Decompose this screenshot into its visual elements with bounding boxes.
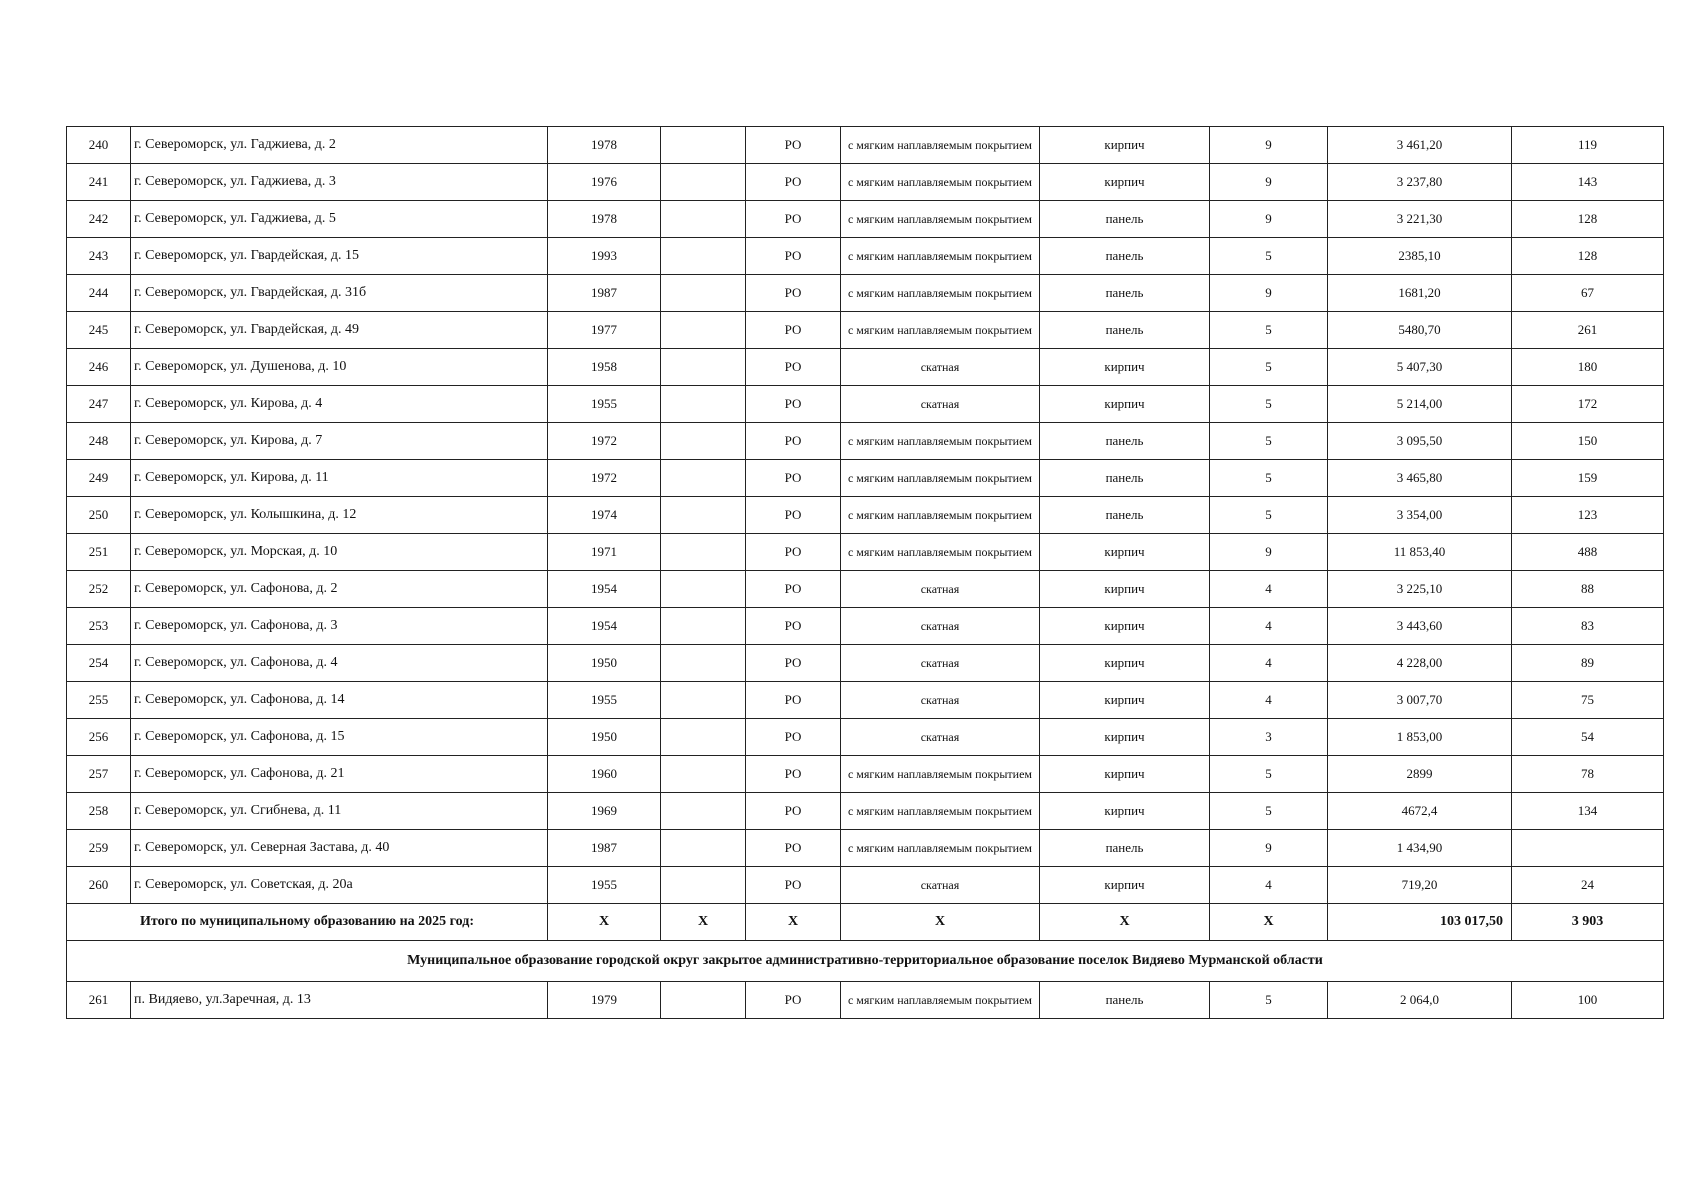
table-row — [67, 756, 1664, 793]
cell-number: 261 — [67, 982, 131, 1019]
cell-floors: 9 — [1210, 164, 1328, 201]
cell-floors: 5 — [1210, 497, 1328, 534]
cell-residents: 89 — [1512, 645, 1664, 682]
cell-wall-material: кирпич — [1040, 756, 1210, 793]
cell-blank — [661, 982, 746, 1019]
cell-year: 1972 — [548, 423, 661, 460]
cell-roof-type: скатная — [841, 608, 1040, 645]
cell-number: 259 — [67, 830, 131, 867]
cell-method: РО — [746, 682, 841, 719]
cell-address: г. Североморск, ул. Гвардейская, д. 15 — [131, 238, 548, 275]
cell-address: г. Североморск, ул. Сафонова, д. 4 — [131, 645, 548, 682]
cell-floors: 4 — [1210, 571, 1328, 608]
cell-blank — [661, 127, 746, 164]
cell-year: 1954 — [548, 571, 661, 608]
cell-floors: 9 — [1210, 534, 1328, 571]
cell-roof-type: скатная — [841, 682, 1040, 719]
cell-method: РО — [746, 645, 841, 682]
cell-method: РО — [746, 238, 841, 275]
cell-area: 4 228,00 — [1328, 645, 1512, 682]
table-row — [67, 127, 1664, 164]
section-row — [67, 941, 1664, 982]
cell-number: 254 — [67, 645, 131, 682]
cell-area: 2 064,0 — [1328, 982, 1512, 1019]
cell-year: 1987 — [548, 830, 661, 867]
cell-floors: 5 — [1210, 349, 1328, 386]
cell-number: 251 — [67, 534, 131, 571]
cell-method: РО — [746, 497, 841, 534]
cell-area: 1681,20 — [1328, 275, 1512, 312]
cell-number: 253 — [67, 608, 131, 645]
cell-area: 3 461,20 — [1328, 127, 1512, 164]
cell-roof-type: с мягким наплавляемым покрытием — [841, 460, 1040, 497]
cell-wall-material: кирпич — [1040, 608, 1210, 645]
cell-residents: 75 — [1512, 682, 1664, 719]
total-roof: Х — [841, 904, 1040, 941]
cell-number: 258 — [67, 793, 131, 830]
table-row — [67, 534, 1664, 571]
cell-floors: 5 — [1210, 460, 1328, 497]
cell-year: 1977 — [548, 312, 661, 349]
cell-address: г. Североморск, ул. Сафонова, д. 14 — [131, 682, 548, 719]
cell-year: 1969 — [548, 793, 661, 830]
cell-residents: 134 — [1512, 793, 1664, 830]
total-year: Х — [548, 904, 661, 941]
cell-residents: 24 — [1512, 867, 1664, 904]
cell-blank — [661, 867, 746, 904]
cell-method: РО — [746, 460, 841, 497]
cell-area: 2899 — [1328, 756, 1512, 793]
cell-method: РО — [746, 275, 841, 312]
cell-roof-type: скатная — [841, 349, 1040, 386]
cell-address: г. Североморск, ул. Сафонова, д. 15 — [131, 719, 548, 756]
cell-blank — [661, 423, 746, 460]
cell-residents: 67 — [1512, 275, 1664, 312]
cell-blank — [661, 312, 746, 349]
cell-floors: 9 — [1210, 830, 1328, 867]
total-blank: Х — [661, 904, 746, 941]
cell-number: 241 — [67, 164, 131, 201]
table-row — [67, 645, 1664, 682]
table-row — [67, 275, 1664, 312]
table-row — [67, 830, 1664, 867]
cell-residents: 78 — [1512, 756, 1664, 793]
cell-roof-type: с мягким наплавляемым покрытием — [841, 312, 1040, 349]
cell-address: г. Североморск, ул. Гвардейская, д. 31б — [131, 275, 548, 312]
cell-wall-material: панель — [1040, 238, 1210, 275]
cell-area: 5 214,00 — [1328, 386, 1512, 423]
cell-address: г. Североморск, ул. Кирова, д. 7 — [131, 423, 548, 460]
cell-number: 242 — [67, 201, 131, 238]
cell-roof-type: с мягким наплавляемым покрытием — [841, 164, 1040, 201]
cell-number: 252 — [67, 571, 131, 608]
cell-number: 260 — [67, 867, 131, 904]
cell-method: РО — [746, 127, 841, 164]
cell-method: РО — [746, 349, 841, 386]
cell-wall-material: панель — [1040, 982, 1210, 1019]
cell-residents: 261 — [1512, 312, 1664, 349]
cell-method: РО — [746, 534, 841, 571]
table-body — [67, 127, 1664, 1019]
cell-floors: 5 — [1210, 238, 1328, 275]
cell-year: 1950 — [548, 719, 661, 756]
cell-residents: 54 — [1512, 719, 1664, 756]
cell-roof-type: с мягким наплавляемым покрытием — [841, 497, 1040, 534]
cell-area: 1 853,00 — [1328, 719, 1512, 756]
cell-year: 1971 — [548, 534, 661, 571]
cell-wall-material: кирпич — [1040, 645, 1210, 682]
cell-address: г. Североморск, ул. Сгибнева, д. 11 — [131, 793, 548, 830]
table-row — [67, 571, 1664, 608]
cell-roof-type: с мягким наплавляемым покрытием — [841, 201, 1040, 238]
cell-residents: 100 — [1512, 982, 1664, 1019]
table-row — [67, 982, 1664, 1019]
cell-year: 1972 — [548, 460, 661, 497]
cell-roof-type: с мягким наплавляемым покрытием — [841, 423, 1040, 460]
cell-number: 250 — [67, 497, 131, 534]
cell-area: 3 225,10 — [1328, 571, 1512, 608]
cell-residents: 128 — [1512, 201, 1664, 238]
cell-wall-material: кирпич — [1040, 571, 1210, 608]
cell-number: 247 — [67, 386, 131, 423]
cell-floors: 4 — [1210, 608, 1328, 645]
cell-address: г. Североморск, ул. Сафонова, д. 3 — [131, 608, 548, 645]
cell-blank — [661, 386, 746, 423]
table-row — [67, 793, 1664, 830]
cell-blank — [661, 534, 746, 571]
cell-roof-type: с мягким наплавляемым покрытием — [841, 275, 1040, 312]
cell-blank — [661, 238, 746, 275]
cell-area: 3 354,00 — [1328, 497, 1512, 534]
cell-address: г. Североморск, ул. Гаджиева, д. 2 — [131, 127, 548, 164]
cell-method: РО — [746, 571, 841, 608]
cell-year: 1987 — [548, 275, 661, 312]
cell-address: г. Североморск, ул. Советская, д. 20а — [131, 867, 548, 904]
cell-address: п. Видяево, ул.Заречная, д. 13 — [131, 982, 548, 1019]
cell-area: 3 095,50 — [1328, 423, 1512, 460]
cell-floors: 9 — [1210, 127, 1328, 164]
table-row — [67, 867, 1664, 904]
table-row — [67, 719, 1664, 756]
housing-table — [66, 126, 1664, 1019]
cell-number: 244 — [67, 275, 131, 312]
cell-roof-type: с мягким наплавляемым покрытием — [841, 238, 1040, 275]
cell-area: 4672,4 — [1328, 793, 1512, 830]
table-row — [67, 682, 1664, 719]
cell-floors: 5 — [1210, 982, 1328, 1019]
cell-blank — [661, 719, 746, 756]
cell-blank — [661, 571, 746, 608]
cell-method: РО — [746, 982, 841, 1019]
cell-residents: 143 — [1512, 164, 1664, 201]
cell-residents: 123 — [1512, 497, 1664, 534]
table-row — [67, 238, 1664, 275]
cell-blank — [661, 349, 746, 386]
cell-address: г. Североморск, ул. Гвардейская, д. 49 — [131, 312, 548, 349]
cell-floors: 3 — [1210, 719, 1328, 756]
table-row — [67, 201, 1664, 238]
cell-wall-material: кирпич — [1040, 793, 1210, 830]
total-area: 103 017,50 — [1328, 904, 1512, 941]
total-wall: Х — [1040, 904, 1210, 941]
section-title: Муниципальное образование городской округ закрытое административно-территориальное образование поселок Видяево Мурманской области — [67, 941, 1664, 982]
cell-year: 1955 — [548, 386, 661, 423]
cell-residents: 488 — [1512, 534, 1664, 571]
cell-roof-type: с мягким наплавляемым покрытием — [841, 830, 1040, 867]
cell-year: 1955 — [548, 867, 661, 904]
cell-residents — [1512, 830, 1664, 867]
cell-roof-type: скатная — [841, 867, 1040, 904]
cell-wall-material: кирпич — [1040, 164, 1210, 201]
cell-wall-material: кирпич — [1040, 867, 1210, 904]
cell-number: 249 — [67, 460, 131, 497]
cell-year: 1974 — [548, 497, 661, 534]
cell-roof-type: скатная — [841, 645, 1040, 682]
cell-roof-type: с мягким наплавляемым покрытием — [841, 534, 1040, 571]
table-row — [67, 460, 1664, 497]
cell-blank — [661, 608, 746, 645]
cell-address: г. Североморск, ул. Сафонова, д. 21 — [131, 756, 548, 793]
cell-year: 1950 — [548, 645, 661, 682]
cell-address: г. Североморск, ул. Морская, д. 10 — [131, 534, 548, 571]
cell-area: 11 853,40 — [1328, 534, 1512, 571]
total-row — [67, 904, 1664, 941]
cell-number: 248 — [67, 423, 131, 460]
cell-area: 1 434,90 — [1328, 830, 1512, 867]
cell-blank — [661, 275, 746, 312]
cell-residents: 83 — [1512, 608, 1664, 645]
cell-method: РО — [746, 830, 841, 867]
cell-floors: 9 — [1210, 275, 1328, 312]
cell-roof-type: скатная — [841, 719, 1040, 756]
cell-floors: 5 — [1210, 423, 1328, 460]
table-row — [67, 608, 1664, 645]
cell-number: 243 — [67, 238, 131, 275]
cell-wall-material: кирпич — [1040, 386, 1210, 423]
cell-wall-material: панель — [1040, 423, 1210, 460]
cell-wall-material: кирпич — [1040, 534, 1210, 571]
cell-year: 1960 — [548, 756, 661, 793]
cell-wall-material: панель — [1040, 830, 1210, 867]
cell-address: г. Североморск, ул. Гаджиева, д. 3 — [131, 164, 548, 201]
cell-residents: 88 — [1512, 571, 1664, 608]
cell-year: 1958 — [548, 349, 661, 386]
cell-floors: 4 — [1210, 867, 1328, 904]
table-row — [67, 497, 1664, 534]
cell-area: 3 221,30 — [1328, 201, 1512, 238]
cell-wall-material: кирпич — [1040, 682, 1210, 719]
cell-address: г. Североморск, ул. Кирова, д. 11 — [131, 460, 548, 497]
cell-blank — [661, 164, 746, 201]
cell-wall-material: кирпич — [1040, 349, 1210, 386]
cell-area: 3 465,80 — [1328, 460, 1512, 497]
total-method: Х — [746, 904, 841, 941]
cell-method: РО — [746, 312, 841, 349]
cell-area: 5480,70 — [1328, 312, 1512, 349]
cell-roof-type: с мягким наплавляемым покрытием — [841, 793, 1040, 830]
total-label: Итого по муниципальному образованию на 2025 год: — [67, 904, 548, 941]
cell-year: 1978 — [548, 127, 661, 164]
total-people: 3 903 — [1512, 904, 1664, 941]
cell-floors: 5 — [1210, 756, 1328, 793]
cell-floors: 9 — [1210, 201, 1328, 238]
cell-method: РО — [746, 423, 841, 460]
cell-year: 1954 — [548, 608, 661, 645]
cell-roof-type: скатная — [841, 571, 1040, 608]
cell-floors: 5 — [1210, 386, 1328, 423]
cell-blank — [661, 497, 746, 534]
cell-method: РО — [746, 867, 841, 904]
cell-area: 5 407,30 — [1328, 349, 1512, 386]
cell-blank — [661, 460, 746, 497]
cell-wall-material: кирпич — [1040, 127, 1210, 164]
cell-area: 3 237,80 — [1328, 164, 1512, 201]
cell-method: РО — [746, 719, 841, 756]
total-floors: Х — [1210, 904, 1328, 941]
cell-address: г. Североморск, ул. Кирова, д. 4 — [131, 386, 548, 423]
cell-roof-type: с мягким наплавляемым покрытием — [841, 982, 1040, 1019]
cell-year: 1979 — [548, 982, 661, 1019]
cell-roof-type: скатная — [841, 386, 1040, 423]
cell-number: 246 — [67, 349, 131, 386]
cell-method: РО — [746, 164, 841, 201]
cell-blank — [661, 756, 746, 793]
cell-area: 3 007,70 — [1328, 682, 1512, 719]
cell-roof-type: с мягким наплавляемым покрытием — [841, 127, 1040, 164]
cell-wall-material: кирпич — [1040, 719, 1210, 756]
cell-residents: 150 — [1512, 423, 1664, 460]
cell-wall-material: панель — [1040, 201, 1210, 238]
cell-address: г. Североморск, ул. Сафонова, д. 2 — [131, 571, 548, 608]
cell-address: г. Североморск, ул. Гаджиева, д. 5 — [131, 201, 548, 238]
cell-method: РО — [746, 201, 841, 238]
cell-number: 255 — [67, 682, 131, 719]
cell-wall-material: панель — [1040, 312, 1210, 349]
cell-blank — [661, 645, 746, 682]
cell-address: г. Североморск, ул. Колышкина, д. 12 — [131, 497, 548, 534]
cell-number: 245 — [67, 312, 131, 349]
cell-number: 240 — [67, 127, 131, 164]
cell-blank — [661, 830, 746, 867]
table-row — [67, 164, 1664, 201]
cell-residents: 159 — [1512, 460, 1664, 497]
cell-number: 257 — [67, 756, 131, 793]
cell-blank — [661, 793, 746, 830]
cell-floors: 5 — [1210, 312, 1328, 349]
cell-wall-material: панель — [1040, 497, 1210, 534]
cell-area: 719,20 — [1328, 867, 1512, 904]
cell-residents: 172 — [1512, 386, 1664, 423]
cell-number: 256 — [67, 719, 131, 756]
table-row — [67, 386, 1664, 423]
table-row — [67, 312, 1664, 349]
table-row — [67, 349, 1664, 386]
cell-residents: 119 — [1512, 127, 1664, 164]
cell-address: г. Североморск, ул. Душенова, д. 10 — [131, 349, 548, 386]
table-row — [67, 423, 1664, 460]
cell-roof-type: с мягким наплавляемым покрытием — [841, 756, 1040, 793]
cell-method: РО — [746, 793, 841, 830]
cell-year: 1955 — [548, 682, 661, 719]
cell-year: 1993 — [548, 238, 661, 275]
cell-method: РО — [746, 386, 841, 423]
cell-residents: 128 — [1512, 238, 1664, 275]
cell-blank — [661, 201, 746, 238]
cell-area: 3 443,60 — [1328, 608, 1512, 645]
cell-year: 1976 — [548, 164, 661, 201]
cell-wall-material: панель — [1040, 460, 1210, 497]
cell-residents: 180 — [1512, 349, 1664, 386]
cell-method: РО — [746, 608, 841, 645]
cell-year: 1978 — [548, 201, 661, 238]
cell-blank — [661, 682, 746, 719]
cell-address: г. Североморск, ул. Северная Застава, д. 40 — [131, 830, 548, 867]
cell-floors: 4 — [1210, 645, 1328, 682]
cell-wall-material: панель — [1040, 275, 1210, 312]
cell-floors: 4 — [1210, 682, 1328, 719]
cell-area: 2385,10 — [1328, 238, 1512, 275]
cell-method: РО — [746, 756, 841, 793]
cell-floors: 5 — [1210, 793, 1328, 830]
